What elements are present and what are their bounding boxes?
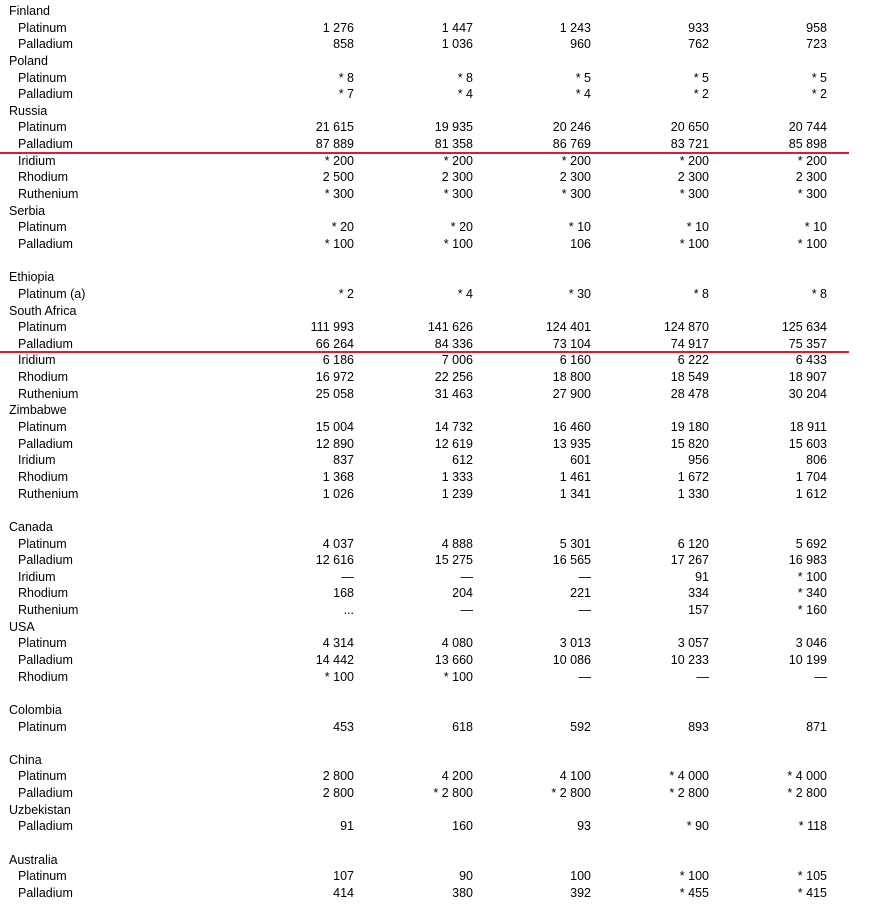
value-cell: * 455: [679, 885, 709, 900]
country-header-row: [0, 303, 872, 320]
value-cell: 1 276: [322, 20, 354, 35]
metal-label: Ruthenium: [18, 187, 79, 202]
value-cell: * 100: [324, 669, 354, 684]
country-label: South Africa: [9, 303, 77, 318]
table-row: [0, 70, 872, 87]
value-cell: 19 935: [434, 120, 473, 135]
metal-label: Palladium: [18, 553, 73, 568]
value-cell: 592: [570, 719, 591, 734]
metal-label: Palladium: [18, 37, 73, 52]
value-cell: * 10: [686, 220, 709, 235]
value-cell: 168: [333, 586, 354, 601]
value-cell: * 8: [457, 70, 473, 85]
table-row: [0, 286, 872, 303]
value-cell: 1 672: [677, 469, 709, 484]
value-cell: 73 104: [552, 336, 591, 351]
value-cell: 75 357: [788, 336, 827, 351]
metal-label: Platinum: [18, 869, 67, 884]
table-row: [0, 536, 872, 553]
value-cell: * 100: [797, 569, 827, 584]
value-cell: 4 200: [441, 769, 473, 784]
country-header-row: [0, 702, 872, 719]
country-label: Zimbabwe: [9, 403, 67, 418]
country-header-row: [0, 3, 872, 20]
value-cell: 2 300: [677, 170, 709, 185]
value-cell: * 100: [679, 236, 709, 251]
metal-label: Palladium: [18, 137, 73, 152]
metal-label: Platinum: [18, 636, 67, 651]
country-label: USA: [9, 619, 35, 634]
value-cell: 958: [806, 20, 827, 35]
table-row: [0, 36, 872, 53]
table-row: [0, 635, 872, 652]
value-cell: * 4: [457, 286, 473, 301]
value-cell: 12 619: [434, 436, 473, 451]
value-cell: * 300: [561, 187, 591, 202]
table-row: [0, 386, 872, 403]
value-cell: * 20: [331, 220, 354, 235]
value-cell: 14 442: [315, 652, 354, 667]
value-cell: 86 769: [552, 137, 591, 152]
value-cell: 858: [333, 37, 354, 52]
value-cell: 16 460: [552, 420, 591, 435]
value-cell: * 340: [797, 586, 827, 601]
value-cell: 1 341: [559, 486, 591, 501]
value-cell: 3 057: [677, 636, 709, 651]
value-cell: 20 246: [552, 120, 591, 135]
country-header-row: [0, 852, 872, 869]
table-row: [0, 868, 872, 885]
value-cell: 392: [570, 885, 591, 900]
value-cell: —: [578, 669, 591, 684]
table-row: [0, 319, 872, 336]
value-cell: 3 013: [559, 636, 591, 651]
value-cell: * 4 000: [669, 769, 709, 784]
table-row: [0, 436, 872, 453]
value-cell: * 5: [693, 70, 709, 85]
value-cell: 221: [570, 586, 591, 601]
table-row: [0, 419, 872, 436]
table-row: [0, 785, 872, 802]
value-cell: 20 650: [670, 120, 709, 135]
value-cell: 5 301: [559, 536, 591, 551]
country-label: Colombia: [9, 702, 62, 717]
value-cell: 10 086: [552, 652, 591, 667]
country-header-row: [0, 402, 872, 419]
value-cell: * 5: [575, 70, 591, 85]
value-cell: 18 907: [788, 370, 827, 385]
value-cell: 2 800: [322, 786, 354, 801]
value-cell: * 100: [443, 669, 473, 684]
table-row: [0, 569, 872, 586]
value-cell: * 100: [324, 236, 354, 251]
value-cell: 12 890: [315, 436, 354, 451]
value-cell: * 20: [450, 220, 473, 235]
value-cell: 13 935: [552, 436, 591, 451]
table-row: [0, 136, 872, 153]
country-label: Serbia: [9, 203, 46, 218]
value-cell: 87 889: [315, 137, 354, 152]
metal-label: Iridium: [18, 453, 56, 468]
country-header-row: [0, 103, 872, 120]
value-cell: 25 058: [315, 386, 354, 401]
value-cell: 414: [333, 885, 354, 900]
metal-label: Platinum: [18, 20, 67, 35]
value-cell: 14 732: [434, 420, 473, 435]
value-cell: 6 433: [795, 353, 827, 368]
value-cell: 111 993: [310, 320, 354, 335]
value-cell: 2 300: [559, 170, 591, 185]
value-cell: 18 549: [670, 370, 709, 385]
value-cell: 22 256: [434, 370, 473, 385]
value-cell: 2 300: [795, 170, 827, 185]
value-cell: * 7: [338, 87, 354, 102]
value-cell: 15 603: [788, 436, 827, 451]
value-cell: 74 917: [670, 336, 709, 351]
value-cell: 960: [570, 37, 591, 52]
metal-label: Platinum: [18, 420, 67, 435]
value-cell: 1 447: [441, 20, 473, 35]
table-row: [0, 552, 872, 569]
value-cell: 612: [452, 453, 473, 468]
value-cell: 6 186: [322, 353, 354, 368]
table-row: [0, 20, 872, 37]
value-cell: 81 358: [434, 137, 473, 152]
value-cell: 107: [333, 869, 354, 884]
value-cell: 933: [688, 20, 709, 35]
value-cell: 19 180: [670, 420, 709, 435]
value-cell: 2 800: [322, 769, 354, 784]
country-label: Canada: [9, 519, 53, 534]
value-cell: * 300: [679, 187, 709, 202]
metal-label: Platinum: [18, 320, 67, 335]
value-cell: 15 275: [434, 553, 473, 568]
country-header-row: [0, 619, 872, 636]
value-cell: 3 046: [795, 636, 827, 651]
table-row: [0, 452, 872, 469]
value-cell: * 100: [443, 236, 473, 251]
metal-label: Iridium: [18, 353, 56, 368]
value-cell: 10 199: [788, 652, 827, 667]
value-cell: 6 120: [677, 536, 709, 551]
country-label: Finland: [9, 4, 50, 18]
table-row: [0, 585, 872, 602]
value-cell: * 2: [811, 87, 827, 102]
value-cell: 837: [333, 453, 354, 468]
country-header-row: [0, 752, 872, 769]
value-cell: 90: [459, 869, 473, 884]
value-cell: * 160: [797, 603, 827, 618]
metal-label: Platinum: [18, 536, 67, 551]
value-cell: 13 660: [434, 652, 473, 667]
value-cell: 10 233: [670, 652, 709, 667]
value-cell: * 8: [338, 70, 354, 85]
value-cell: 124 401: [545, 320, 591, 335]
value-cell: 124 870: [663, 320, 709, 335]
value-cell: 17 267: [670, 553, 709, 568]
value-cell: 4 888: [441, 536, 473, 551]
value-cell: 20 744: [788, 120, 827, 135]
country-label: Ethiopia: [9, 270, 55, 285]
country-label: Russia: [9, 103, 48, 118]
value-cell: 806: [806, 453, 827, 468]
metal-label: Platinum: [18, 769, 67, 784]
value-cell: 4 100: [559, 769, 591, 784]
value-cell: 762: [688, 37, 709, 52]
value-cell: * 100: [797, 236, 827, 251]
value-cell: * 90: [686, 819, 709, 834]
value-cell: * 300: [797, 187, 827, 202]
value-cell: 31 463: [434, 386, 473, 401]
value-cell: * 2 800: [787, 786, 827, 801]
table-row: [0, 602, 872, 619]
metal-label: Rhodium: [18, 586, 69, 601]
spacer-row: [0, 735, 872, 752]
value-cell: * 5: [811, 70, 827, 85]
table-row: [0, 369, 872, 386]
value-cell: 1 330: [677, 486, 709, 501]
country-label: China: [9, 752, 42, 767]
metal-label: Rhodium: [18, 469, 69, 484]
value-cell: 30 204: [788, 386, 827, 401]
value-cell: 453: [333, 719, 354, 734]
value-cell: * 10: [568, 220, 591, 235]
value-cell: * 4 000: [787, 769, 827, 784]
metal-label: Rhodium: [18, 170, 69, 185]
table-row: [0, 86, 872, 103]
value-cell: * 105: [797, 869, 827, 884]
value-cell: 125 634: [781, 320, 827, 335]
spacer-row: [0, 502, 872, 519]
country-label: Uzbekistan: [9, 802, 71, 817]
value-cell: 4 080: [441, 636, 473, 651]
table-row: [0, 486, 872, 503]
table-row: [0, 768, 872, 785]
country-header-row: [0, 269, 872, 286]
value-cell: 204: [452, 586, 473, 601]
value-cell: 27 900: [552, 386, 591, 401]
metal-label: Rhodium: [18, 370, 69, 385]
value-cell: 91: [340, 819, 354, 834]
value-cell: 15 004: [315, 420, 354, 435]
value-cell: 4 037: [322, 536, 354, 551]
production-table: [0, 3, 872, 902]
metal-label: Rhodium: [18, 669, 69, 684]
value-cell: * 200: [443, 153, 473, 168]
value-cell: 1 368: [322, 469, 354, 484]
value-cell: —: [460, 603, 473, 618]
value-cell: 16 972: [315, 370, 354, 385]
table-row: [0, 669, 872, 686]
metal-label: Ruthenium: [18, 603, 79, 618]
value-cell: 893: [688, 719, 709, 734]
table-row: [0, 818, 872, 835]
value-cell: * 2: [693, 87, 709, 102]
value-cell: 1 461: [559, 469, 591, 484]
value-cell: 618: [452, 719, 473, 734]
value-cell: 1 333: [441, 469, 473, 484]
value-cell: 2 300: [441, 170, 473, 185]
metal-label: Palladium: [18, 885, 73, 900]
metal-label: Palladium: [18, 786, 73, 801]
value-cell: * 4: [575, 87, 591, 102]
value-cell: 334: [688, 586, 709, 601]
metal-label: Platinum: [18, 220, 67, 235]
table-row: [0, 652, 872, 669]
metal-label: Platinum: [18, 120, 67, 135]
value-cell: 1 243: [559, 20, 591, 35]
value-cell: 16 565: [552, 553, 591, 568]
value-cell: —: [814, 669, 827, 684]
value-cell: 100: [570, 869, 591, 884]
spacer-row: [0, 253, 872, 270]
value-cell: 18 911: [789, 420, 827, 435]
value-cell: * 200: [561, 153, 591, 168]
value-cell: * 300: [324, 187, 354, 202]
value-cell: 106: [570, 236, 591, 251]
value-cell: 12 616: [315, 553, 354, 568]
country-header-row: [0, 802, 872, 819]
value-cell: 1 612: [795, 486, 827, 501]
value-cell: 16 983: [788, 553, 827, 568]
country-header-row: [0, 519, 872, 536]
value-cell: 601: [570, 453, 591, 468]
metal-label: Palladium: [18, 87, 73, 102]
value-cell: * 200: [679, 153, 709, 168]
country-header-row: [0, 53, 872, 70]
value-cell: —: [578, 603, 591, 618]
value-cell: 93: [577, 819, 591, 834]
value-cell: —: [460, 569, 473, 584]
value-cell: * 2 800: [551, 786, 591, 801]
metal-label: Ruthenium: [18, 386, 79, 401]
value-cell: 141 626: [427, 320, 473, 335]
country-header-row: [0, 203, 872, 220]
table-row: [0, 236, 872, 253]
value-cell: 6 160: [559, 353, 591, 368]
value-cell: 160: [452, 819, 473, 834]
value-cell: * 30: [568, 286, 591, 301]
value-cell: * 10: [804, 220, 827, 235]
value-cell: 6 222: [677, 353, 709, 368]
value-cell: * 200: [324, 153, 354, 168]
value-cell: 85 898: [788, 137, 827, 152]
metal-label: Palladium: [18, 652, 73, 667]
table-row: [0, 169, 872, 186]
value-cell: ...: [343, 603, 354, 618]
table-row: [0, 153, 872, 170]
table-row: [0, 469, 872, 486]
metal-label: Platinum: [18, 70, 67, 85]
value-cell: 15 820: [670, 436, 709, 451]
value-cell: * 415: [797, 885, 827, 900]
table-row: [0, 719, 872, 736]
value-cell: * 8: [811, 286, 827, 301]
country-label: Australia: [9, 852, 58, 867]
metal-label: Iridium: [18, 569, 56, 584]
value-cell: * 300: [443, 187, 473, 202]
value-cell: * 118: [798, 819, 827, 834]
value-cell: 1 239: [441, 486, 473, 501]
table-row: [0, 119, 872, 136]
value-cell: 2 500: [322, 170, 354, 185]
value-cell: 84 336: [434, 336, 473, 351]
table-row: [0, 885, 872, 902]
value-cell: 871: [806, 719, 827, 734]
value-cell: 66 264: [315, 336, 354, 351]
value-cell: —: [341, 569, 354, 584]
table-row: [0, 219, 872, 236]
value-cell: 1 026: [322, 486, 354, 501]
value-cell: * 2 800: [669, 786, 709, 801]
metal-label: Palladium: [18, 819, 73, 834]
value-cell: —: [578, 569, 591, 584]
value-cell: * 8: [693, 286, 709, 301]
value-cell: 7 006: [441, 353, 473, 368]
value-cell: 157: [688, 603, 709, 618]
value-cell: * 2: [338, 286, 354, 301]
metal-label: Iridium: [18, 153, 56, 168]
metal-label: Palladium: [18, 336, 73, 351]
value-cell: * 200: [797, 153, 827, 168]
value-cell: 956: [688, 453, 709, 468]
value-cell: * 4: [457, 87, 473, 102]
metal-label: Platinum (a): [18, 286, 86, 301]
value-cell: 5 692: [795, 536, 827, 551]
value-cell: 21 615: [315, 120, 354, 135]
value-cell: * 2 800: [433, 786, 473, 801]
value-cell: —: [696, 669, 709, 684]
value-cell: 83 721: [670, 137, 709, 152]
metal-label: Palladium: [18, 436, 73, 451]
value-cell: 28 478: [670, 386, 709, 401]
value-cell: 1 704: [795, 469, 827, 484]
value-cell: 380: [452, 885, 473, 900]
table-row: [0, 186, 872, 203]
spacer-row: [0, 685, 872, 702]
value-cell: 18 800: [552, 370, 591, 385]
value-cell: 4 314: [322, 636, 354, 651]
table-row: [0, 336, 872, 353]
table-row: [0, 352, 872, 369]
metal-label: Palladium: [18, 236, 73, 251]
spacer-row: [0, 835, 872, 852]
value-cell: 723: [806, 37, 827, 52]
value-cell: 91: [695, 569, 709, 584]
metal-label: Ruthenium: [18, 486, 79, 501]
country-label: Poland: [9, 53, 48, 68]
value-cell: * 100: [679, 869, 709, 884]
value-cell: 1 036: [441, 37, 473, 52]
metal-label: Platinum: [18, 719, 67, 734]
